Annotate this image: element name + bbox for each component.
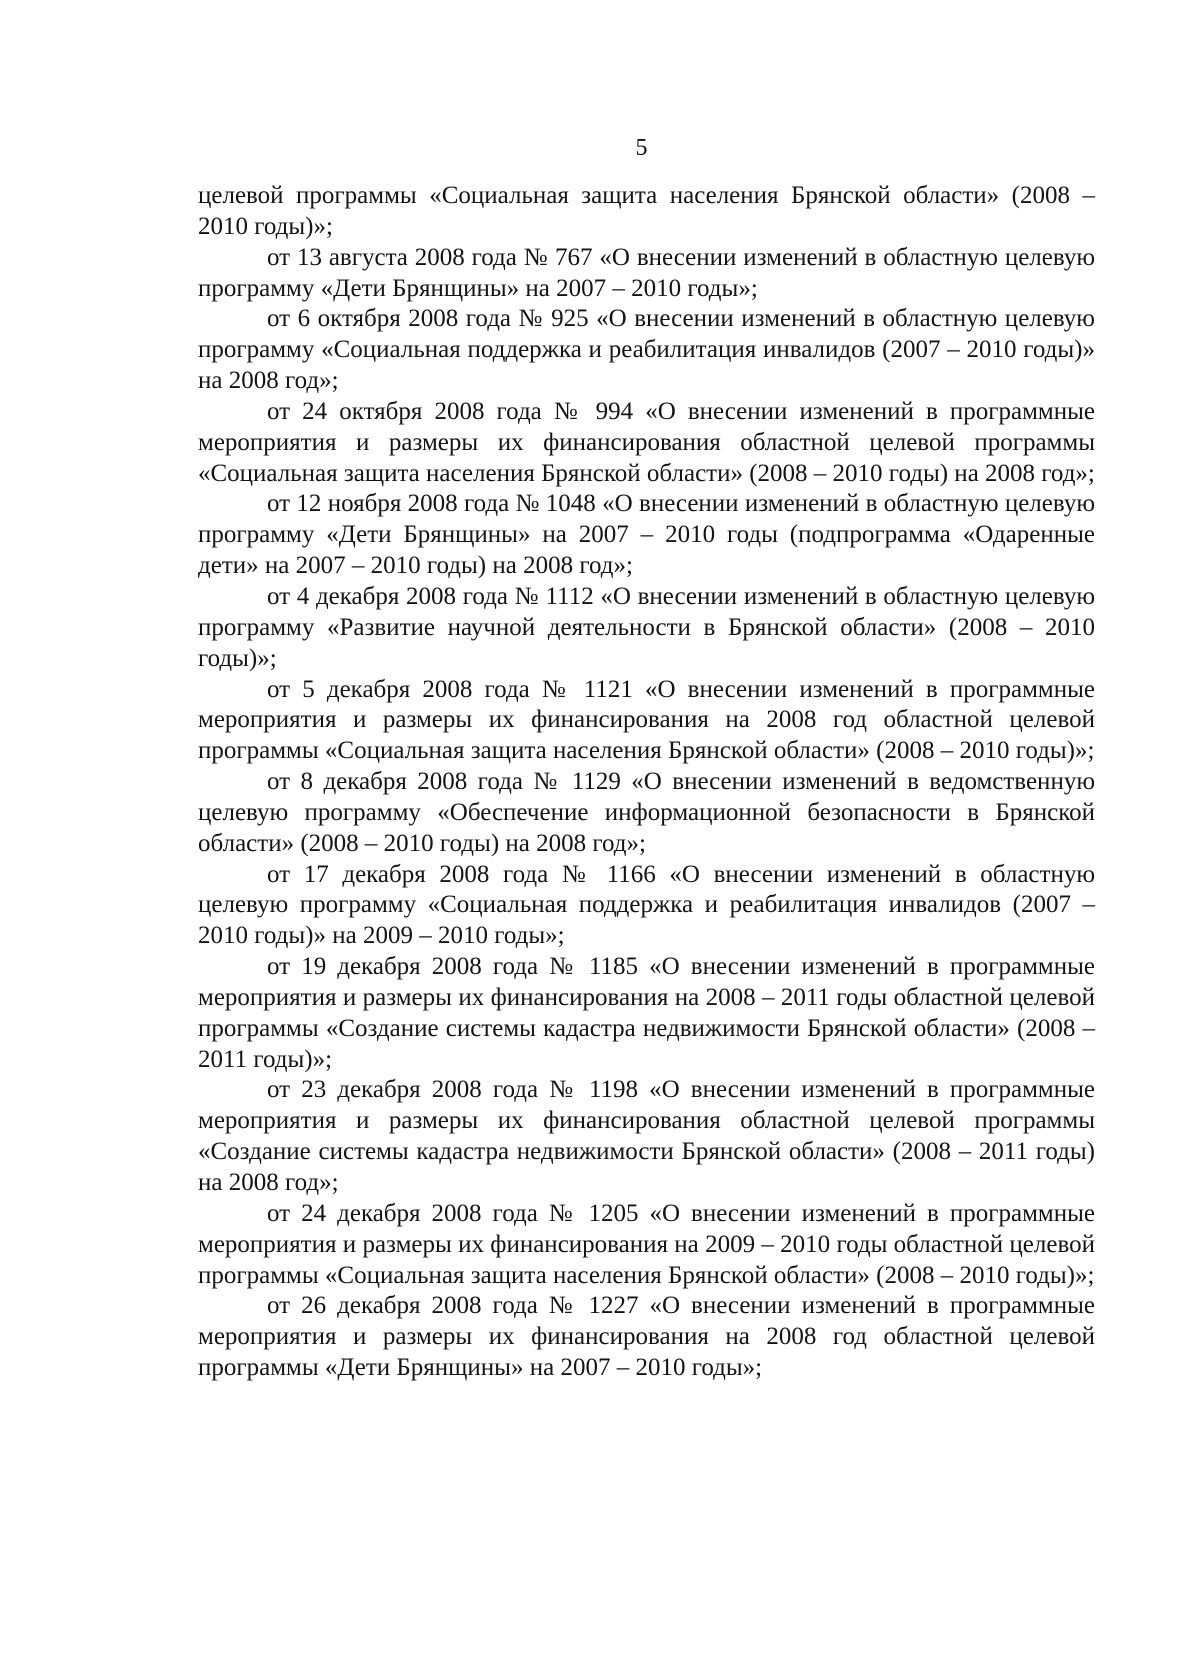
page-number: 5 <box>635 135 648 161</box>
paragraph: от 24 декабря 2008 года № 1205 «О внесении изменений в программные мероприятия и размеры их финансирования на 2009 – 2010 годы областной целевой программы «Социальная защита населения Брянской области» (2008 – 2010 годы)»; <box>198 1199 1095 1289</box>
paragraph: от 17 декабря 2008 года № 1166 «О внесении изменений в областную целевую программу «Социальная поддержка и реабилитация инвалидов (2007 – 2010 годы)» на 2009 – 2010 годы»; <box>198 860 1095 950</box>
document-body <box>198 181 1095 1384</box>
paragraph: от 5 декабря 2008 года № 1121 «О внесении изменений в программные мероприятия и размеры их финансирования на 2008 год областной целевой программы «Социальная защита населения Брянской области» (2008 – 2010 годы)»; <box>198 675 1095 765</box>
paragraph: от 24 октября 2008 года № 994 «О внесении изменений в программные мероприятия и размеры их финансирования областной целевой программы «Социальная защита населения Брянской области» (2008 – 2010 годы) на 2008 год»; <box>198 397 1095 487</box>
paragraph: от 6 октября 2008 года № 925 «О внесении изменений в областную целевую программу «Социальная поддержка и реабилитация инвалидов (2007 – 2010 годы)» на 2008 год»; <box>198 305 1095 395</box>
paragraph: от 12 ноября 2008 года № 1048 «О внесении изменений в областную целевую программу «Дети Брянщины» на 2007 – 2010 годы (подпрограмма «Одаренные дети» на 2007 – 2010 годы) на 2008 год»; <box>198 490 1095 580</box>
paragraph: от 13 августа 2008 года № 767 «О внесении изменений в областную целевую программу «Дети Брянщины» на 2007 – 2010 годы»; <box>198 243 1095 302</box>
paragraph: от 8 декабря 2008 года № 1129 «О внесении изменений в ведомственную целевую программу «Обеспечение информационной безопасности в Брянской области» (2008 – 2010 годы) на 2008 год»; <box>198 768 1095 857</box>
paragraph: от 4 декабря 2008 года № 1112 «О внесении изменений в областную целевую программу «Развитие научной деятельности в Брянской области» (2008 – 2010 годы)»; <box>198 582 1095 672</box>
paragraph: целевой программы «Социальная защита населения Брянской области» (2008 – 2010 годы)»; <box>198 182 1095 240</box>
paragraph: от 19 декабря 2008 года № 1185 «О внесении изменений в программные мероприятия и размеры их финансирования на 2008 – 2011 годы областной целевой программы «Создание системы кадастра недвижимости Брянской области» (2008 – 2011 годы)»; <box>198 953 1095 1073</box>
paragraph: от 23 декабря 2008 года № 1198 «О внесении изменений в программные мероприятия и размеры их финансирования областной целевой программы «Создание системы кадастра недвижимости Брянской области» (2008 – 2011 годы) на 2008 год»; <box>198 1076 1095 1196</box>
paragraph: от 26 декабря 2008 года № 1227 «О внесении изменений в программные мероприятия и размеры их финансирования на 2008 год областной целевой программы «Дети Брянщины» на 2007 – 2010 годы»; <box>198 1292 1095 1382</box>
